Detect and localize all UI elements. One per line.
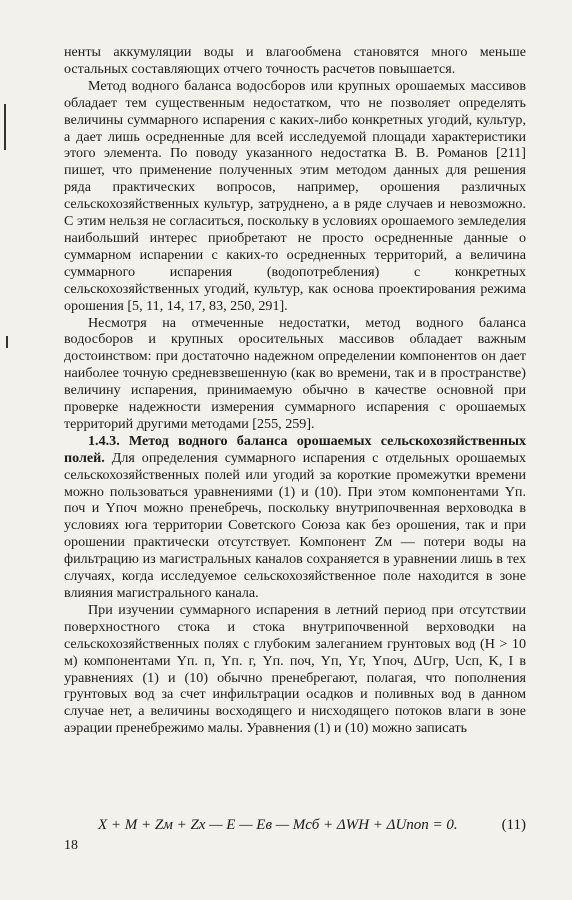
paragraph: Метод водного баланса водосборов или крупных орошаемых массивов обладает тем существенным недостатком, что не позволяет определять величины суммарного испарения с каких-либо конкретных угодий, культур, а дает лишь осредненные для всей исследуемой площади характеристики этого элемента. По поводу указанного недостатка В. В. Романов [211] пишет, что применение полученных этим методом данных для решения ряда практических вопросов, например, орошения различных сельскохозяйственных культур, затруднено, а в ряде случаев и невозможно. С этим нельзя не согласиться, поскольку в условиях орошаемого земледелия наибольший интерес приобретают не просто осредненные данные о суммарном испарении с каких-то осредненных территорий, а величина суммарного испарения (водопотребления) с конкретных сельскохозяйственных угодий, культур, как основа проектирования режима орошения [5, 11, 14, 17, 83, 250, 291]. (64, 77, 526, 314)
section-heading: 1.4.3. Метод водного баланса орошаемых сельскохозяйственных полей. (64, 432, 526, 466)
paragraph: Несмотря на отмеченные недостатки, метод водного баланса водосборов и крупных оросительных массивов обладает важным достоинством: при достаточно надежном определении компонентов он дает наиболее точную средневзвешенную (как во времени, так и в пространстве) величину испарения, принимаемую обычно в качестве основной при проверке надежности измерения суммарного испарения с орошаемых территорий другими методами [255, 259]. (64, 314, 526, 432)
section-text: Для определения суммарного испарения с отдельных орошаемых сельскохозяйственных полей или угодий за короткие промежутки времени можно пользоваться уравнениями (1) и (10). При этом компонентами Yп. поч и Yпоч можно пренебречь, поскольку внутрипочвенная верховодка в условиях юга территории Советского Союза как без орошения, так и при орошении практически отсутствует. Компонент Zм — потери воды на фильтрацию из магистральных каналов сохраняется в уравнении лишь в тех случаях, когда исследуемое сельскохозяйственное поле находится в зоне влияния магистрального канала. (64, 449, 526, 601)
body-text (64, 44, 526, 737)
equation (64, 815, 526, 835)
paragraph: ненты аккумуляции воды и влагообмена становятся много меньше остальных составляющих отчего точность расчетов повышается. (64, 44, 526, 77)
margin-mark (4, 104, 6, 150)
page-number: 18 (64, 838, 78, 853)
paragraph: При изучении суммарного испарения в летний период при отсутствии поверхностного стока и стока внутрипочвенной верховодки на сельскохозяйственных полях с глубоким залеганием грунтовых вод (H > 10 м) компонентами Yп. п, Yп. г, Yп. поч, Yп, Yг, Yпоч, ΔUгр, Uсп, K, I в уравнениях (1) и (10) обычно пренебрегают, полагая, что пополнения грунтовых вод за счет инфильтрации осадков и поливных вод в данном случае нет, а величины восходящего и нисходящего потоков влаги в зоне аэрации пренебрежимо малы. Уравнения (1) и (10) можно записать (64, 601, 526, 737)
margin-mark (6, 336, 8, 348)
equation-number: (11) (501, 817, 526, 833)
equation-expression: X + M + Zм + Zх — E — Eв — Mсб + ΔWH + ΔUпоп = 0. (98, 817, 458, 833)
section-paragraph (64, 433, 526, 602)
